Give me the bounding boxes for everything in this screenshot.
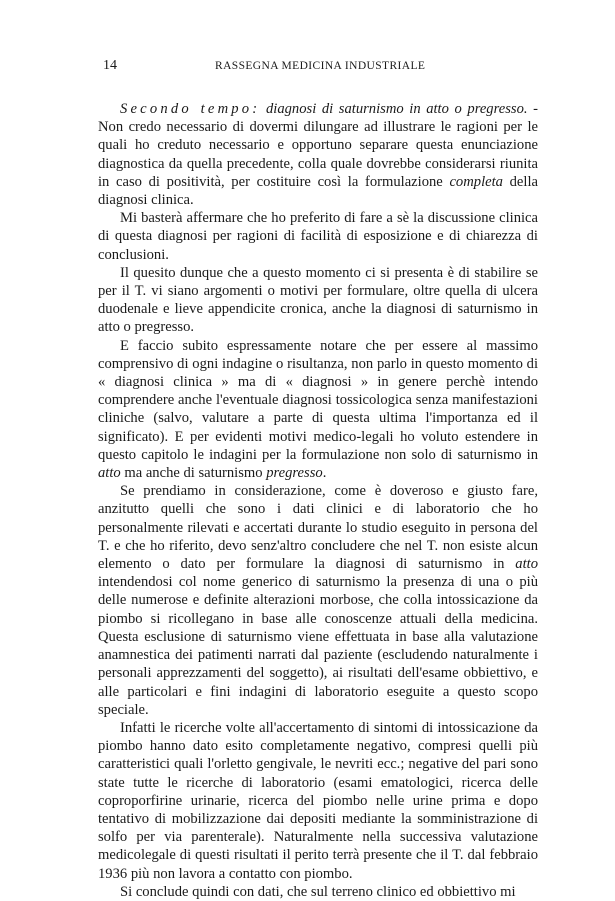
paragraph-1: Secondo tempo: diagnosi di saturnismo in atto o pregresso. - Non credo necessario di dovermi dilungare ad illustrare le ragioni per le quali ho creduto necessario e opportuno separare questa enunciazione diagnostica da quella precedente, colla quale dovrebbe considerarsi riunita in caso di positività, per costituire così la formulazione completa della diagnosi clinica. (98, 101, 538, 209)
section-subtitle: diagnosi di saturnismo in atto o pregresso. (260, 101, 528, 117)
paragraph-4: E faccio subito espressamente notare che per essere al massimo comprensivo di ogni indagine o risultanza, non parlo in questo momento di « diagnosi clinica » ma di « diagnosi » in genere perchè intendo comprendere anche l'eventuale diagnosi tossicologica senza manifestazioni cliniche (salvo, valutare a parte di questa ultima l'importanza ed il significato). E per evidenti motivi medico-legali ho voluto estendere in questo capitolo le indagini per la formulazione non solo di saturnismo in atto ma anche di saturnismo pregresso. (98, 337, 538, 482)
paragraph-5: Se prendiamo in considerazione, come è doveroso e giusto fare, anzitutto quelli che sono i dati clinici e di laboratorio che ho personalmente rilevati e accertati durante lo studio eseguito in persona del T. e che ho riferito, devo senz'altro concludere che nel T. non esiste alcun elemento o dato per formulare la diagnosi di saturnismo in atto intendendosi col nome generico di saturnismo la presenza di una o più delle numerose e definite alterazioni morbose, che colla intossicazione da piombo si ricollegano in base alle conoscenze attuali della medicina. Questa esclusione di saturnismo viene effettuata in base alla valutazione anamnestica dei patimenti narrati dal paziente (escludendo naturalmente i personali apprezzamenti del soggetto), ai risultati dell'esame obbiettivo, e alle particolari e fini indagini di laboratorio eseguite a questo scopo speciale. (98, 483, 538, 718)
section-lead: Secondo tempo: (120, 101, 261, 117)
paragraph-2: Mi basterà affermare che ho preferito di fare a sè la discussione clinica di questa diagnosi per ragioni di facilità di esposizione e di chiarezza di conclusioni. (98, 210, 538, 263)
paragraph-7: Si conclude quindi con dati, che sul terreno clinico ed obbiettivo mi (120, 883, 516, 900)
page-number: 14 (103, 58, 117, 73)
paragraph-3: Il quesito dunque che a questo momento ci si presenta è di stabilire se per il T. vi siano argomenti o motivi per formulare, oltre quella di ulcera duodenale e lieve appendicite cronica, anche la diagnosi di saturnismo in atto o pregresso. (98, 264, 538, 336)
paragraph-6: Infatti le ricerche volte all'accertamento di sintomi di intossicazione da piombo hanno dato esito completamente negativo, compresi quelli più caratteristici quali l'orletto gengivale, le nevriti ecc.; negative del pari sono state tutte le ricerche di laboratorio (esami ematologici, ricerca delle coproporfirine urinarie, ricerca del piombo nelle urine prima e dopo tentativo di mobilizzazione dai depositi mediante la somministrazione di solfo per via parenterale). Naturalmente nella successiva valutazione medicolegale di questi risultati il perito terrà presente che il T. dal febbraio 1936 più non lavora a contatto con piombo. (98, 719, 538, 882)
body-text (98, 100, 538, 901)
running-header: RASSEGNA MEDICINA INDUSTRIALE (215, 60, 426, 72)
